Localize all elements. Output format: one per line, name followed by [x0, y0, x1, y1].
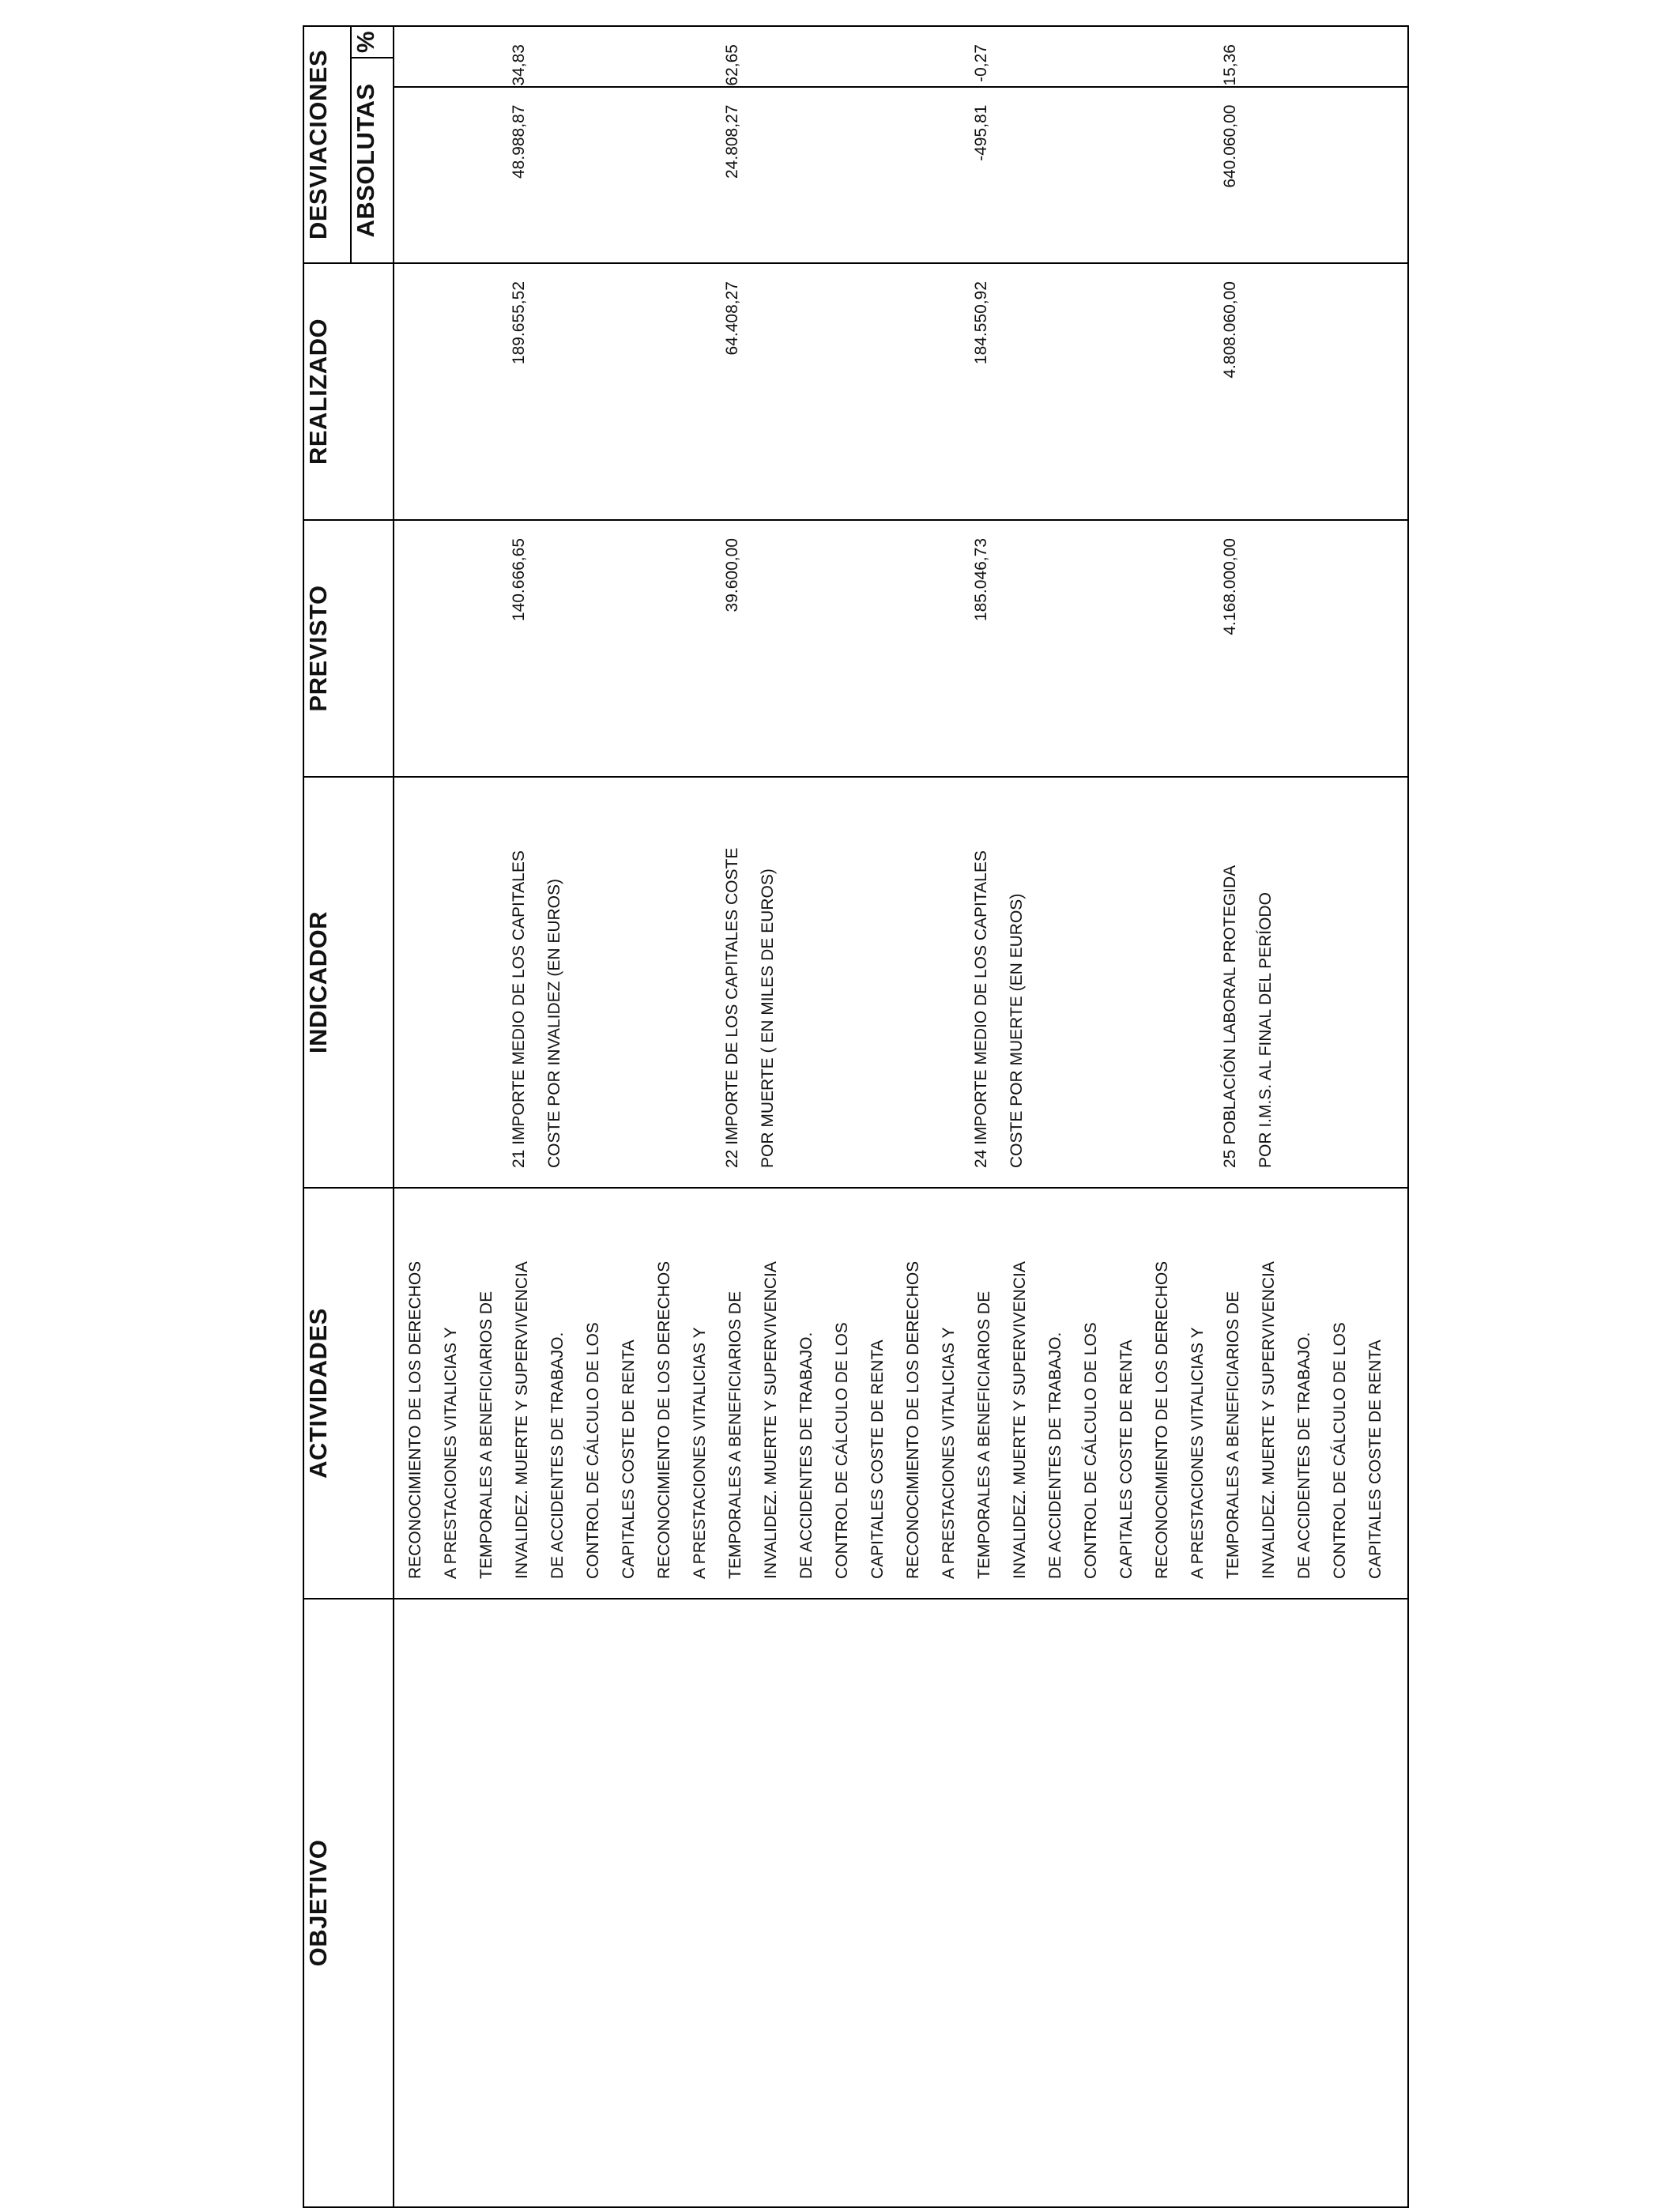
header-desviaciones: DESVIACIONES [303, 26, 351, 263]
spacer [608, 264, 643, 519]
actividad-line: INVALIDEZ. MUERTE Y SUPERVIVENCIA [1260, 1261, 1278, 1579]
spacer [572, 778, 608, 1187]
spacer [928, 521, 963, 776]
spacer [1141, 264, 1177, 519]
spacer [1034, 27, 1070, 86]
spacer [572, 88, 608, 262]
actividad-line: DE ACCIDENTES DE TRABAJO. [1046, 1332, 1064, 1579]
realizado-value: 184.550,92 [972, 281, 990, 365]
absolutas-value: -495,81 [972, 104, 990, 161]
spacer [1177, 27, 1212, 86]
spacer [1034, 778, 1070, 1187]
spacer [465, 88, 501, 262]
indicador-line: COSTE POR INVALIDEZ (EN EUROS) [545, 879, 563, 1168]
spacer [750, 88, 785, 262]
spacer [1354, 264, 1390, 519]
spacer [1034, 88, 1070, 262]
actividad-line: CONTROL DE CÁLCULO DE LOS [584, 1322, 602, 1579]
spacer [608, 521, 643, 776]
indicador-line: 22 IMPORTE DE LOS CAPITALES COSTE [723, 847, 741, 1168]
spacer [1319, 264, 1354, 519]
spacer [821, 88, 857, 262]
spacer [679, 88, 714, 262]
actividad-line: A PRESTACIONES VITALICIAS Y [940, 1327, 958, 1579]
spacer [892, 521, 928, 776]
spacer [1354, 778, 1390, 1187]
spacer [643, 778, 679, 1187]
spacer [750, 521, 785, 776]
spacer [394, 88, 430, 262]
spacer [928, 27, 963, 86]
spacer [857, 778, 892, 1187]
spacer [1177, 521, 1212, 776]
spacer [1319, 27, 1354, 86]
previsto-cell [394, 520, 1408, 777]
desviaciones-cell [394, 26, 1408, 263]
actividad-line: CAPITALES COSTE DE RENTA [620, 1339, 638, 1579]
spacer [430, 27, 465, 86]
spacer [1248, 264, 1283, 519]
actividad-line: INVALIDEZ. MUERTE Y SUPERVIVENCIA [762, 1261, 780, 1579]
actividad-line: A PRESTACIONES VITALICIAS Y [691, 1327, 709, 1579]
porcentaje-value: 34,83 [510, 44, 528, 86]
spacer [892, 264, 928, 519]
indicador-line: 25 POBLACIÓN LABORAL PROTEGIDA [1221, 865, 1239, 1168]
indicador-cell [394, 777, 1408, 1188]
rotated-page [303, 27, 1409, 2208]
spacer [821, 521, 857, 776]
spacer [892, 27, 928, 86]
spacer [1283, 88, 1319, 262]
indicador-line: POR MUERTE ( EN MILES DE EUROS) [759, 869, 777, 1168]
spacer [999, 521, 1034, 776]
spacer [750, 27, 785, 86]
actividad-line: DE ACCIDENTES DE TRABAJO. [797, 1332, 816, 1579]
spacer [394, 27, 430, 86]
spacer [537, 88, 572, 262]
spacer [928, 778, 963, 1187]
previsto-value: 140.666,65 [510, 538, 528, 622]
spacer [679, 27, 714, 86]
spacer [1070, 264, 1106, 519]
actividad-line: CONTROL DE CÁLCULO DE LOS [1082, 1322, 1100, 1579]
spacer [1248, 27, 1283, 86]
porcentaje-list [394, 27, 1407, 86]
spacer [1354, 88, 1390, 262]
spacer [821, 264, 857, 519]
spacer [430, 264, 465, 519]
spacer [892, 88, 928, 262]
header-objetivo: OBJETIVO [303, 1599, 394, 2207]
spacer [643, 88, 679, 262]
spacer [1070, 88, 1106, 262]
spacer [537, 264, 572, 519]
actividad-line: CAPITALES COSTE DE RENTA [1366, 1339, 1384, 1579]
spacer [430, 521, 465, 776]
absolutas-value: 24.808,27 [723, 104, 741, 179]
spacer [394, 521, 430, 776]
absolutas-value: 48.988,87 [510, 104, 528, 179]
spacer [465, 27, 501, 86]
spacer [999, 264, 1034, 519]
actividad-line: A PRESTACIONES VITALICIAS Y [1188, 1327, 1207, 1579]
previsto-value: 39.600,00 [723, 538, 741, 612]
header-row [303, 26, 351, 2207]
spacer [537, 27, 572, 86]
porcentaje-value: -0,27 [972, 44, 990, 82]
spacer [1177, 88, 1212, 262]
spacer [928, 88, 963, 262]
spacer [999, 88, 1034, 262]
spacer [608, 778, 643, 1187]
actividad-line: TEMPORALES A BENEFICIARIOS DE [975, 1291, 993, 1579]
spacer [785, 88, 821, 262]
spacer [1106, 264, 1141, 519]
spacer [1106, 778, 1141, 1187]
header-previsto: PREVISTO [303, 520, 394, 777]
spacer [1248, 521, 1283, 776]
spacer [465, 521, 501, 776]
header-actividades: ACTIVIDADES [303, 1188, 394, 1599]
spacer [1070, 521, 1106, 776]
spacer [999, 27, 1034, 86]
objetivo-cell [394, 1599, 1408, 2207]
actividades-list [394, 1189, 1393, 1598]
actividad-line: RECONOCIMIENTO DE LOS DERECHOS [406, 1260, 424, 1579]
spacer [785, 778, 821, 1187]
actividad-line: A PRESTACIONES VITALICIAS Y [442, 1327, 460, 1579]
spacer [643, 27, 679, 86]
spacer [1177, 778, 1212, 1187]
indicador-line: POR I.M.S. AL FINAL DEL PERÍODO [1256, 892, 1275, 1168]
actividad-line: INVALIDEZ. MUERTE Y SUPERVIVENCIA [513, 1261, 531, 1579]
spacer [1070, 27, 1106, 86]
spacer [537, 521, 572, 776]
spacer [1354, 521, 1390, 776]
spacer [928, 264, 963, 519]
spacer [465, 264, 501, 519]
spacer [465, 778, 501, 1187]
spacer [679, 521, 714, 776]
spacer [608, 88, 643, 262]
spacer [1177, 264, 1212, 519]
spacer [821, 778, 857, 1187]
spacer [857, 264, 892, 519]
spacer [1319, 88, 1354, 262]
actividad-line: CONTROL DE CÁLCULO DE LOS [1331, 1322, 1349, 1579]
actividad-line: RECONOCIMIENTO DE LOS DERECHOS [655, 1260, 673, 1579]
porcentaje-value: 62,65 [723, 44, 741, 86]
spacer [785, 27, 821, 86]
actividad-line: INVALIDEZ. MUERTE Y SUPERVIVENCIA [1011, 1261, 1029, 1579]
spacer [1070, 778, 1106, 1187]
realizado-cell [394, 263, 1408, 520]
actividad-line: CONTROL DE CÁLCULO DE LOS [833, 1322, 851, 1579]
realizado-list [394, 264, 1390, 519]
spacer [857, 27, 892, 86]
spacer [1034, 521, 1070, 776]
table-body-row [394, 26, 1408, 2207]
spacer [1319, 521, 1354, 776]
indicator-table [303, 25, 1409, 2208]
actividad-line: DE ACCIDENTES DE TRABAJO. [548, 1332, 567, 1579]
spacer [1283, 778, 1319, 1187]
spacer [643, 521, 679, 776]
spacer [1141, 27, 1177, 86]
spacer [572, 27, 608, 86]
spacer [394, 264, 430, 519]
spacer [679, 778, 714, 1187]
spacer [785, 264, 821, 519]
spacer [430, 778, 465, 1187]
spacer [750, 264, 785, 519]
indicador-list [394, 778, 1390, 1187]
spacer [1283, 264, 1319, 519]
previsto-value: 185.046,73 [972, 538, 990, 622]
previsto-list [394, 521, 1390, 776]
spacer [572, 264, 608, 519]
spacer [857, 88, 892, 262]
spacer [1106, 521, 1141, 776]
spacer [1248, 88, 1283, 262]
actividad-line: RECONOCIMIENTO DE LOS DERECHOS [904, 1260, 922, 1579]
header-indicador: INDICADOR [303, 777, 394, 1188]
spacer [572, 521, 608, 776]
actividad-line: CAPITALES COSTE DE RENTA [1117, 1339, 1136, 1579]
header-realizado: REALIZADO [303, 263, 394, 520]
actividades-cell [394, 1188, 1408, 1599]
actividad-line: CAPITALES COSTE DE RENTA [868, 1339, 887, 1579]
spacer [679, 264, 714, 519]
header-absolutas: ABSOLUTAS [351, 58, 394, 263]
indicador-line: 21 IMPORTE MEDIO DE LOS CAPITALES [510, 850, 528, 1168]
actividad-line: TEMPORALES A BENEFICIARIOS DE [726, 1291, 744, 1579]
indicador-line: COSTE POR MUERTE (EN EUROS) [1008, 893, 1026, 1168]
header-porcentaje: % [351, 26, 394, 58]
spacer [1141, 778, 1177, 1187]
actividad-line: TEMPORALES A BENEFICIARIOS DE [477, 1291, 495, 1579]
indicador-line: 24 IMPORTE MEDIO DE LOS CAPITALES [972, 850, 990, 1168]
spacer [1354, 27, 1390, 86]
realizado-value: 4.808.060,00 [1221, 281, 1239, 379]
absolutas-list [394, 86, 1407, 262]
actividad-line: DE ACCIDENTES DE TRABAJO. [1295, 1332, 1313, 1579]
actividad-line: TEMPORALES A BENEFICIARIOS DE [1224, 1291, 1242, 1579]
realizado-value: 64.408,27 [723, 281, 741, 356]
spacer [1141, 88, 1177, 262]
spacer [1283, 27, 1319, 86]
spacer [857, 521, 892, 776]
spacer [1106, 27, 1141, 86]
actividad-line: RECONOCIMIENTO DE LOS DERECHOS [1153, 1260, 1171, 1579]
spacer [430, 88, 465, 262]
spacer [1034, 264, 1070, 519]
spacer [394, 778, 430, 1187]
realizado-value: 189.655,52 [510, 281, 528, 365]
spacer [1106, 88, 1141, 262]
spacer [643, 264, 679, 519]
spacer [608, 27, 643, 86]
spacer [892, 778, 928, 1187]
spacer [1141, 521, 1177, 776]
absolutas-value: 640.060,00 [1221, 104, 1239, 188]
spacer [785, 521, 821, 776]
previsto-value: 4.168.000,00 [1221, 538, 1239, 635]
spacer [821, 27, 857, 86]
porcentaje-value: 15,36 [1221, 44, 1239, 86]
spacer [1319, 778, 1354, 1187]
spacer [1283, 521, 1319, 776]
